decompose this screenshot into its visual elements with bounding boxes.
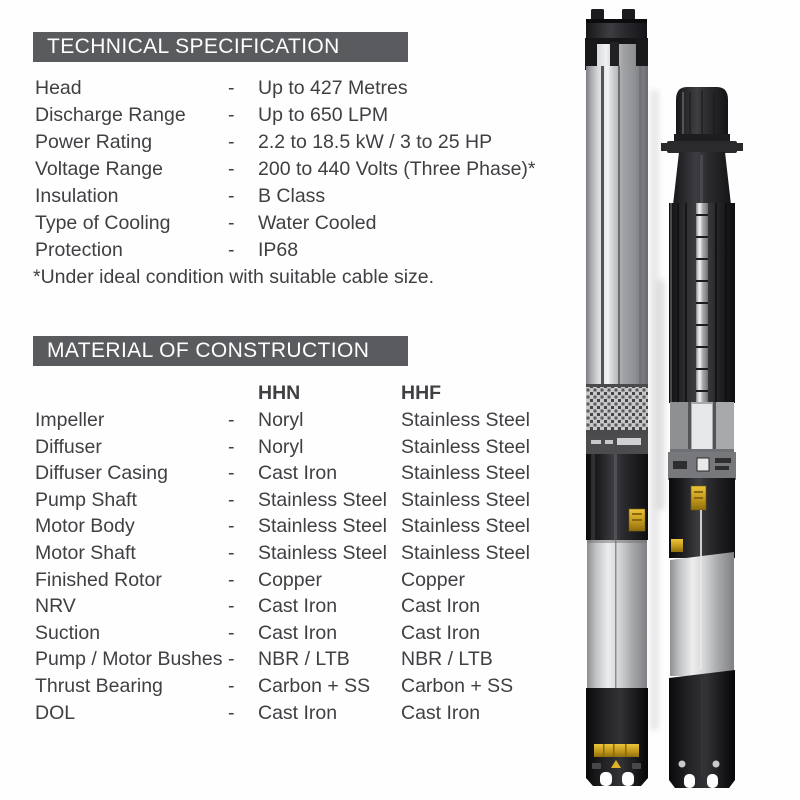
dash-separator: - xyxy=(228,104,235,126)
pump-photo-right xyxy=(661,87,743,788)
material-hhf-value: Stainless Steel xyxy=(401,409,530,431)
dash-separator: - xyxy=(228,648,235,671)
material-hhn-value: Stainless Steel xyxy=(258,488,387,511)
material-label: Pump / Motor Bushes xyxy=(35,648,223,671)
column-header-hhn: HHN xyxy=(258,382,301,404)
spec-row xyxy=(35,75,575,102)
dash-separator: - xyxy=(228,185,235,207)
material-hhf-value: Cast Iron xyxy=(401,621,481,644)
material-of-construction-header: MATERIAL OF CONSTRUCTION xyxy=(33,336,408,366)
dash-separator: - xyxy=(228,435,235,458)
pump-shadow xyxy=(656,280,665,510)
material-hhn-value: Cast Iron xyxy=(258,621,338,644)
material-row xyxy=(35,540,595,567)
dash-separator: - xyxy=(228,621,235,644)
dash-separator: - xyxy=(228,212,235,234)
spec-label: Protection xyxy=(35,239,123,261)
material-row xyxy=(35,567,595,594)
material-label: DOL xyxy=(35,701,76,724)
spec-value: IP68 xyxy=(258,239,299,261)
material-hhf-value: Carbon + SS xyxy=(401,674,514,697)
material-label: Finished Rotor xyxy=(35,568,162,591)
material-hhn-value: Noryl xyxy=(258,409,304,431)
empty-cell xyxy=(228,380,258,407)
material-hhn-value: Carbon + SS xyxy=(258,674,371,697)
spec-row xyxy=(35,183,575,210)
spec-row xyxy=(35,210,575,237)
material-hhf-value: NBR / LTB xyxy=(401,648,493,671)
spec-row xyxy=(35,129,575,156)
material-label: Diffuser Casing xyxy=(35,462,168,485)
material-column-headers xyxy=(35,380,595,407)
material-row xyxy=(35,460,595,487)
spec-value: 200 to 440 Volts (Three Phase)* xyxy=(258,158,536,180)
spec-label: Insulation xyxy=(35,185,119,207)
material-label: Suction xyxy=(35,621,101,644)
dash-separator: - xyxy=(228,462,235,485)
material-row xyxy=(35,593,595,620)
spec-value: 2.2 to 18.5 kW / 3 to 25 HP xyxy=(258,131,493,153)
dash-separator: - xyxy=(228,595,235,618)
dash-separator: - xyxy=(228,568,235,591)
spec-row xyxy=(35,156,575,183)
material-label: Motor Shaft xyxy=(35,541,136,564)
material-hhf-value: Cast Iron xyxy=(401,701,481,724)
material-label: Thrust Bearing xyxy=(35,674,163,697)
material-hhf-value: Stainless Steel xyxy=(401,435,530,458)
dash-separator: - xyxy=(228,158,235,180)
spec-row xyxy=(35,237,575,264)
dash-separator: - xyxy=(228,77,235,99)
spec-label: Type of Cooling xyxy=(35,212,171,234)
material-row xyxy=(35,513,595,540)
material-hhn-value: Cast Iron xyxy=(258,595,338,618)
dash-separator: - xyxy=(228,409,235,431)
spec-label: Discharge Range xyxy=(35,104,186,126)
dash-separator: - xyxy=(228,541,235,564)
dash-separator: - xyxy=(228,674,235,697)
material-row xyxy=(35,700,595,727)
material-hhn-value: Cast Iron xyxy=(258,462,338,485)
material-hhf-value: Cast Iron xyxy=(401,595,481,618)
technical-specification-header: TECHNICAL SPECIFICATION xyxy=(33,32,408,62)
empty-cell xyxy=(35,380,228,407)
material-row xyxy=(35,434,595,461)
material-label: Motor Body xyxy=(35,515,135,538)
material-of-construction-table xyxy=(35,380,595,726)
dash-separator: - xyxy=(228,701,235,724)
spec-label: Head xyxy=(35,77,82,99)
material-hhf-value: Stainless Steel xyxy=(401,541,530,564)
spec-value: Up to 650 LPM xyxy=(258,104,389,126)
material-row xyxy=(35,646,595,673)
material-label: Pump Shaft xyxy=(35,488,137,511)
spec-row xyxy=(35,102,575,129)
spec-value: Up to 427 Metres xyxy=(258,77,408,99)
spec-footnote: *Under ideal condition with suitable cable size. xyxy=(33,266,435,288)
material-hhf-value: Copper xyxy=(401,568,465,591)
pump-product-photos xyxy=(555,0,800,800)
material-label: Impeller xyxy=(35,409,105,431)
material-row xyxy=(35,407,595,434)
spec-label: Power Rating xyxy=(35,131,153,153)
submersible-pumps-image xyxy=(555,0,800,800)
material-label: Diffuser xyxy=(35,435,102,458)
dash-separator: - xyxy=(228,515,235,538)
material-hhn-value: Copper xyxy=(258,568,322,591)
material-hhf-value: Stainless Steel xyxy=(401,515,530,538)
spec-value: Water Cooled xyxy=(258,212,377,234)
dash-separator: - xyxy=(228,239,235,261)
material-hhn-value: Stainless Steel xyxy=(258,515,387,538)
dash-separator: - xyxy=(228,131,235,153)
material-row xyxy=(35,487,595,514)
material-label: NRV xyxy=(35,595,76,618)
pump-photo-left xyxy=(585,9,648,786)
material-hhf-value: Stainless Steel xyxy=(401,488,530,511)
spec-value: B Class xyxy=(258,185,326,207)
material-hhn-value: Cast Iron xyxy=(258,701,338,724)
material-row xyxy=(35,620,595,647)
technical-specification-table xyxy=(35,75,575,291)
material-hhn-value: Stainless Steel xyxy=(258,541,387,564)
dash-separator: - xyxy=(228,488,235,511)
material-hhn-value: NBR / LTB xyxy=(258,648,350,671)
spec-label: Voltage Range xyxy=(35,158,163,180)
material-row xyxy=(35,673,595,700)
column-header-hhf: HHF xyxy=(401,382,442,404)
material-hhf-value: Stainless Steel xyxy=(401,462,530,485)
material-hhn-value: Noryl xyxy=(258,435,304,458)
